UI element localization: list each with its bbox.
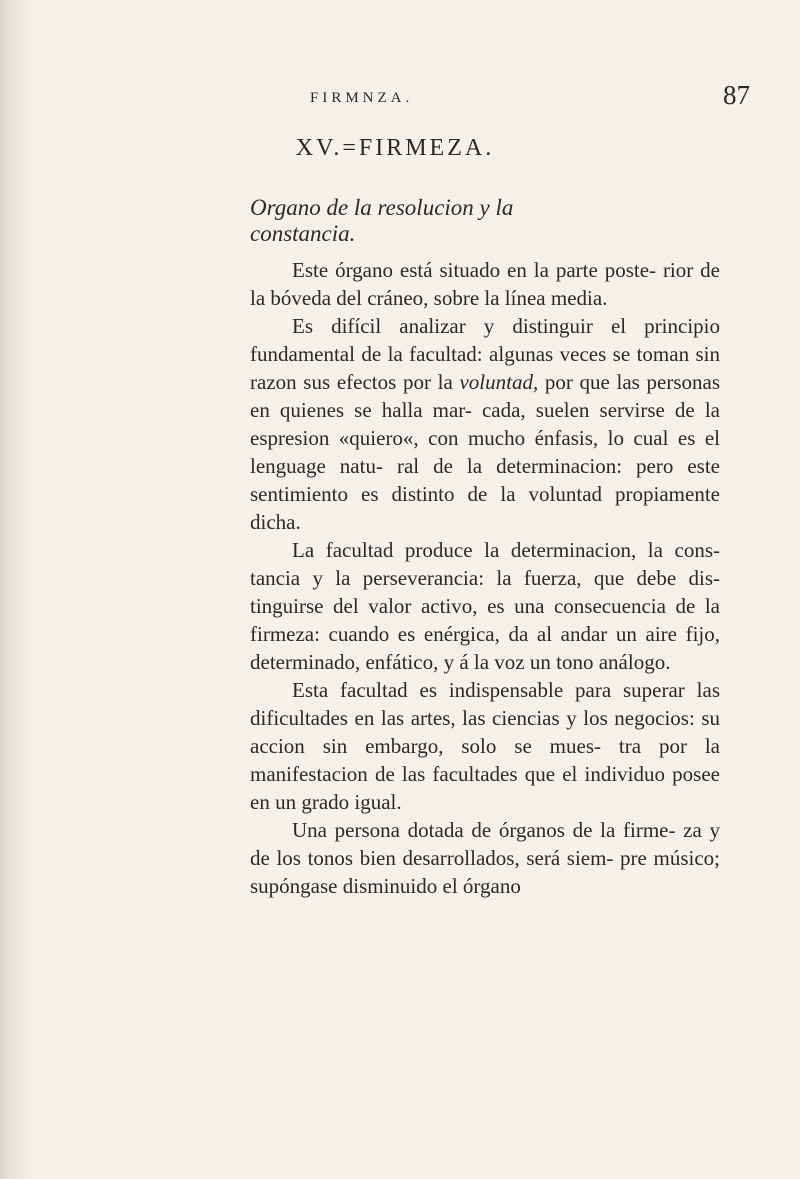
paragraph-2-emphasis: voluntad, (459, 370, 539, 394)
paragraph-2 (250, 312, 720, 536)
paragraph-5: Una persona dotada de órganos de la firme- za y de los tonos bien desarrollados, será siem- pre músico; supóngase disminuido el órgano (250, 818, 720, 898)
paragraph-1: Este órgano está situado en la parte poste- rior de la bóveda del cráneo, sobre la línea media. (250, 258, 720, 310)
body-text (250, 256, 720, 900)
page-binding-edge (0, 0, 38, 1179)
paragraph-2-before: Es difícil analizar y distinguir el principio fundamental de la facultad: algunas veces se toman sin razon sus efectos por la (250, 314, 720, 394)
running-head (310, 80, 750, 110)
book-page (250, 60, 750, 1160)
running-title: FIRMNZA. (310, 90, 414, 106)
chapter-heading: XV.=FIRMEZA. (295, 135, 495, 161)
page-number: 87 (723, 80, 750, 110)
paragraph-2-after: por que las personas en quienes se halla mar- cada, suelen servirse de la espresion «quiero«, con mucho énfasis, lo cual es el lenguage natu- ral de la determinacion: pero este sentimiento es distinto de la voluntad propiamente dicha. (250, 370, 721, 534)
paragraph-4: Esta facultad es indispensable para superar las dificultades en las artes, las ciencias y los negocios: su accion sin embargo, solo se mues- tra por la manifestacion de las facultades que el individuo posee en un grado igual. (250, 678, 720, 814)
paragraph-3: La facultad produce la determinacion, la cons- tancia y la perseverancia: la fuerza, que debe dis- tinguirse del valor activo, es una consecuencia de la firmeza: cuando es enérgica, da al andar un aire fijo, determinado, enfático, y á la voz un tono análogo. (250, 538, 720, 674)
chapter-subtitle: Organo de la resolucion y la constancia. (250, 195, 514, 246)
